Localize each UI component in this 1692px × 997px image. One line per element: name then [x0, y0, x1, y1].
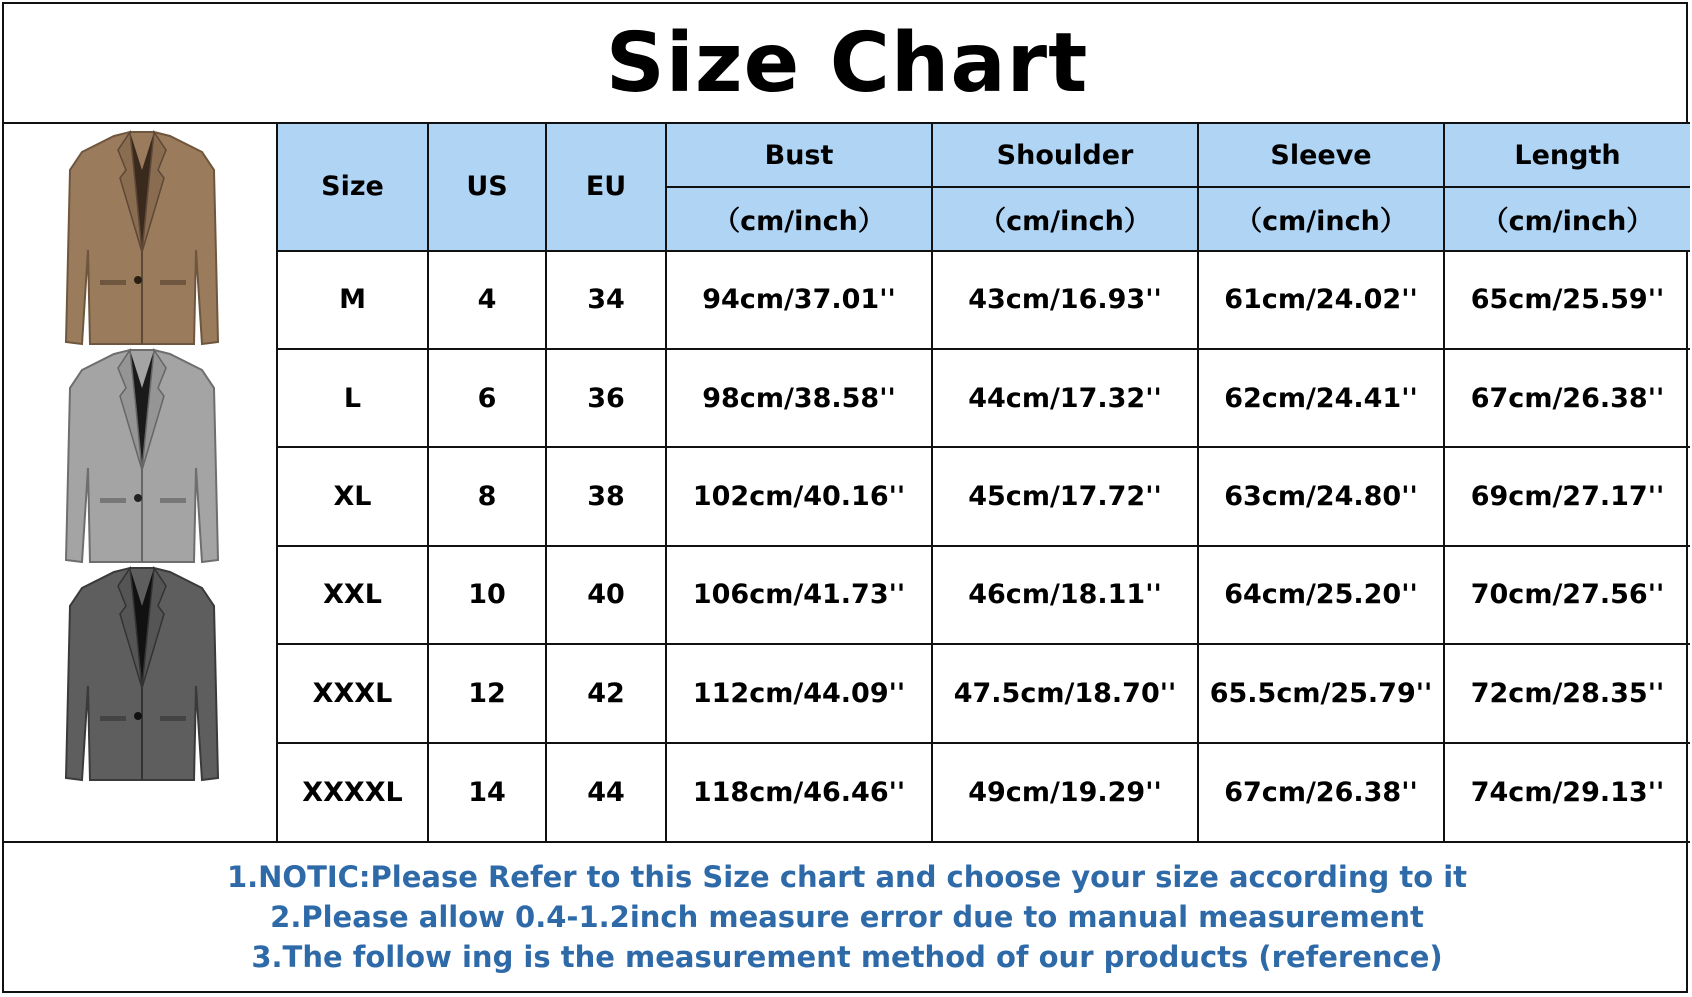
light-grey-blazer-image	[62, 348, 222, 570]
cell-sleeve: 64cm/25.20''	[1198, 546, 1444, 644]
unit-length: （cm/inch）	[1444, 187, 1690, 250]
page-title: Size Chart	[4, 4, 1690, 124]
product-images	[4, 124, 278, 841]
size-chart-frame	[2, 2, 1688, 993]
cell-eu: 34	[546, 251, 666, 349]
cell-us: 4	[428, 251, 546, 349]
header-sleeve: Sleeve	[1198, 124, 1444, 187]
unit-bust: （cm/inch）	[666, 187, 932, 250]
header-bust: Bust	[666, 124, 932, 187]
cell-bust: 102cm/40.16''	[666, 447, 932, 545]
header-shoulder: Shoulder	[932, 124, 1198, 187]
cell-eu: 38	[546, 447, 666, 545]
cell-sleeve: 62cm/24.41''	[1198, 349, 1444, 447]
cell-us: 8	[428, 447, 546, 545]
cell-length: 70cm/27.56''	[1444, 546, 1690, 644]
table-row	[278, 447, 1690, 545]
cell-us: 12	[428, 644, 546, 742]
header-size: Size	[278, 124, 428, 251]
cell-sleeve: 65.5cm/25.79''	[1198, 644, 1444, 742]
notes-section	[4, 841, 1690, 991]
cell-sleeve: 67cm/26.38''	[1198, 743, 1444, 841]
cell-sleeve: 63cm/24.80''	[1198, 447, 1444, 545]
cell-shoulder: 46cm/18.11''	[932, 546, 1198, 644]
cell-bust: 118cm/46.46''	[666, 743, 932, 841]
cell-bust: 112cm/44.09''	[666, 644, 932, 742]
cell-size: XXL	[278, 546, 428, 644]
cell-size: XXXXL	[278, 743, 428, 841]
cell-bust: 106cm/41.73''	[666, 546, 932, 644]
cell-us: 14	[428, 743, 546, 841]
unit-sleeve: （cm/inch）	[1198, 187, 1444, 250]
cell-eu: 42	[546, 644, 666, 742]
cell-us: 6	[428, 349, 546, 447]
table-row	[278, 251, 1690, 349]
header-eu: EU	[546, 124, 666, 251]
cell-shoulder: 44cm/17.32''	[932, 349, 1198, 447]
cell-shoulder: 43cm/16.93''	[932, 251, 1198, 349]
unit-shoulder: （cm/inch）	[932, 187, 1198, 250]
note-3: 3.The follow ing is the measurement method of our products (reference)	[251, 940, 1443, 974]
cell-sleeve: 61cm/24.02''	[1198, 251, 1444, 349]
cell-eu: 40	[546, 546, 666, 644]
cell-size: L	[278, 349, 428, 447]
cell-bust: 94cm/37.01''	[666, 251, 932, 349]
header-length: Length	[1444, 124, 1690, 187]
cell-size: XL	[278, 447, 428, 545]
cell-eu: 36	[546, 349, 666, 447]
cell-shoulder: 49cm/19.29''	[932, 743, 1198, 841]
table-row	[278, 349, 1690, 447]
note-2: 2.Please allow 0.4-1.2inch measure error due to manual measurement	[270, 900, 1424, 934]
table-row	[278, 546, 1690, 644]
cell-length: 74cm/29.13''	[1444, 743, 1690, 841]
header-us: US	[428, 124, 546, 251]
cell-size: XXXL	[278, 644, 428, 742]
cell-shoulder: 45cm/17.72''	[932, 447, 1198, 545]
table-header-row	[278, 124, 1690, 187]
cell-us: 10	[428, 546, 546, 644]
note-1: 1.NOTIC:Please Refer to this Size chart and choose your size according to it	[226, 860, 1468, 894]
cell-bust: 98cm/38.58''	[666, 349, 932, 447]
cell-shoulder: 47.5cm/18.70''	[932, 644, 1198, 742]
size-table	[278, 124, 1690, 841]
cell-eu: 44	[546, 743, 666, 841]
cell-length: 67cm/26.38''	[1444, 349, 1690, 447]
khaki-blazer-image	[62, 130, 222, 352]
table-row	[278, 644, 1690, 742]
table-row	[278, 743, 1690, 841]
cell-length: 72cm/28.35''	[1444, 644, 1690, 742]
cell-length: 65cm/25.59''	[1444, 251, 1690, 349]
dark-grey-blazer-image	[62, 566, 222, 788]
cell-size: M	[278, 251, 428, 349]
cell-length: 69cm/27.17''	[1444, 447, 1690, 545]
